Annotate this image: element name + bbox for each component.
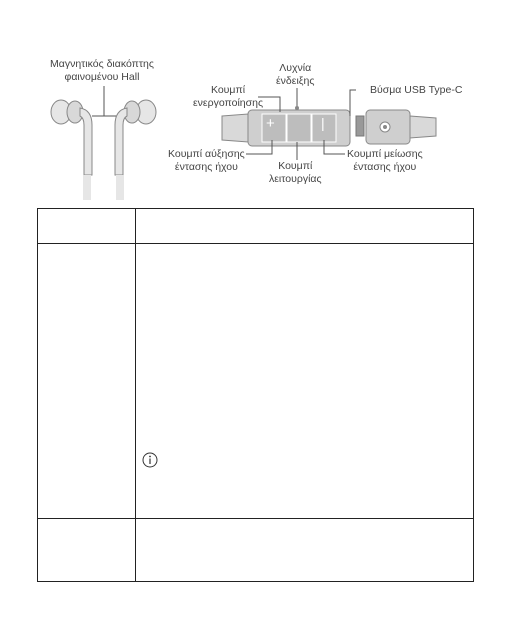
hall-sensor-label: Μαγνητικός διακόπτης φαινομένου Hall <box>50 58 154 83</box>
usb-port-label: Βύσμα USB Type-C <box>370 84 463 96</box>
earphone-diagram <box>0 0 510 200</box>
table-column-divider <box>135 209 136 581</box>
info-circle-icon <box>142 452 158 468</box>
led-label: Λυχνία ένδειξης <box>276 62 315 87</box>
right-earbud-icon <box>115 100 156 200</box>
table-row-divider <box>38 243 473 244</box>
control-module-icon <box>222 106 436 146</box>
power-button-label: Κουμπί ενεργοποίησης <box>193 84 264 109</box>
plus-symbol: + <box>266 115 275 132</box>
feature-table <box>37 208 474 582</box>
minus-symbol: | <box>321 115 325 131</box>
left-earbud-icon <box>51 100 92 200</box>
function-button-label: Κουμπί λειτουργίας <box>269 160 322 185</box>
volume-down-label: Κουμπί μείωσης έντασης ήχου <box>347 148 423 173</box>
table-row-divider <box>38 518 473 519</box>
volume-up-label: Κουμπί αύξησης έντασης ήχου <box>168 148 245 173</box>
